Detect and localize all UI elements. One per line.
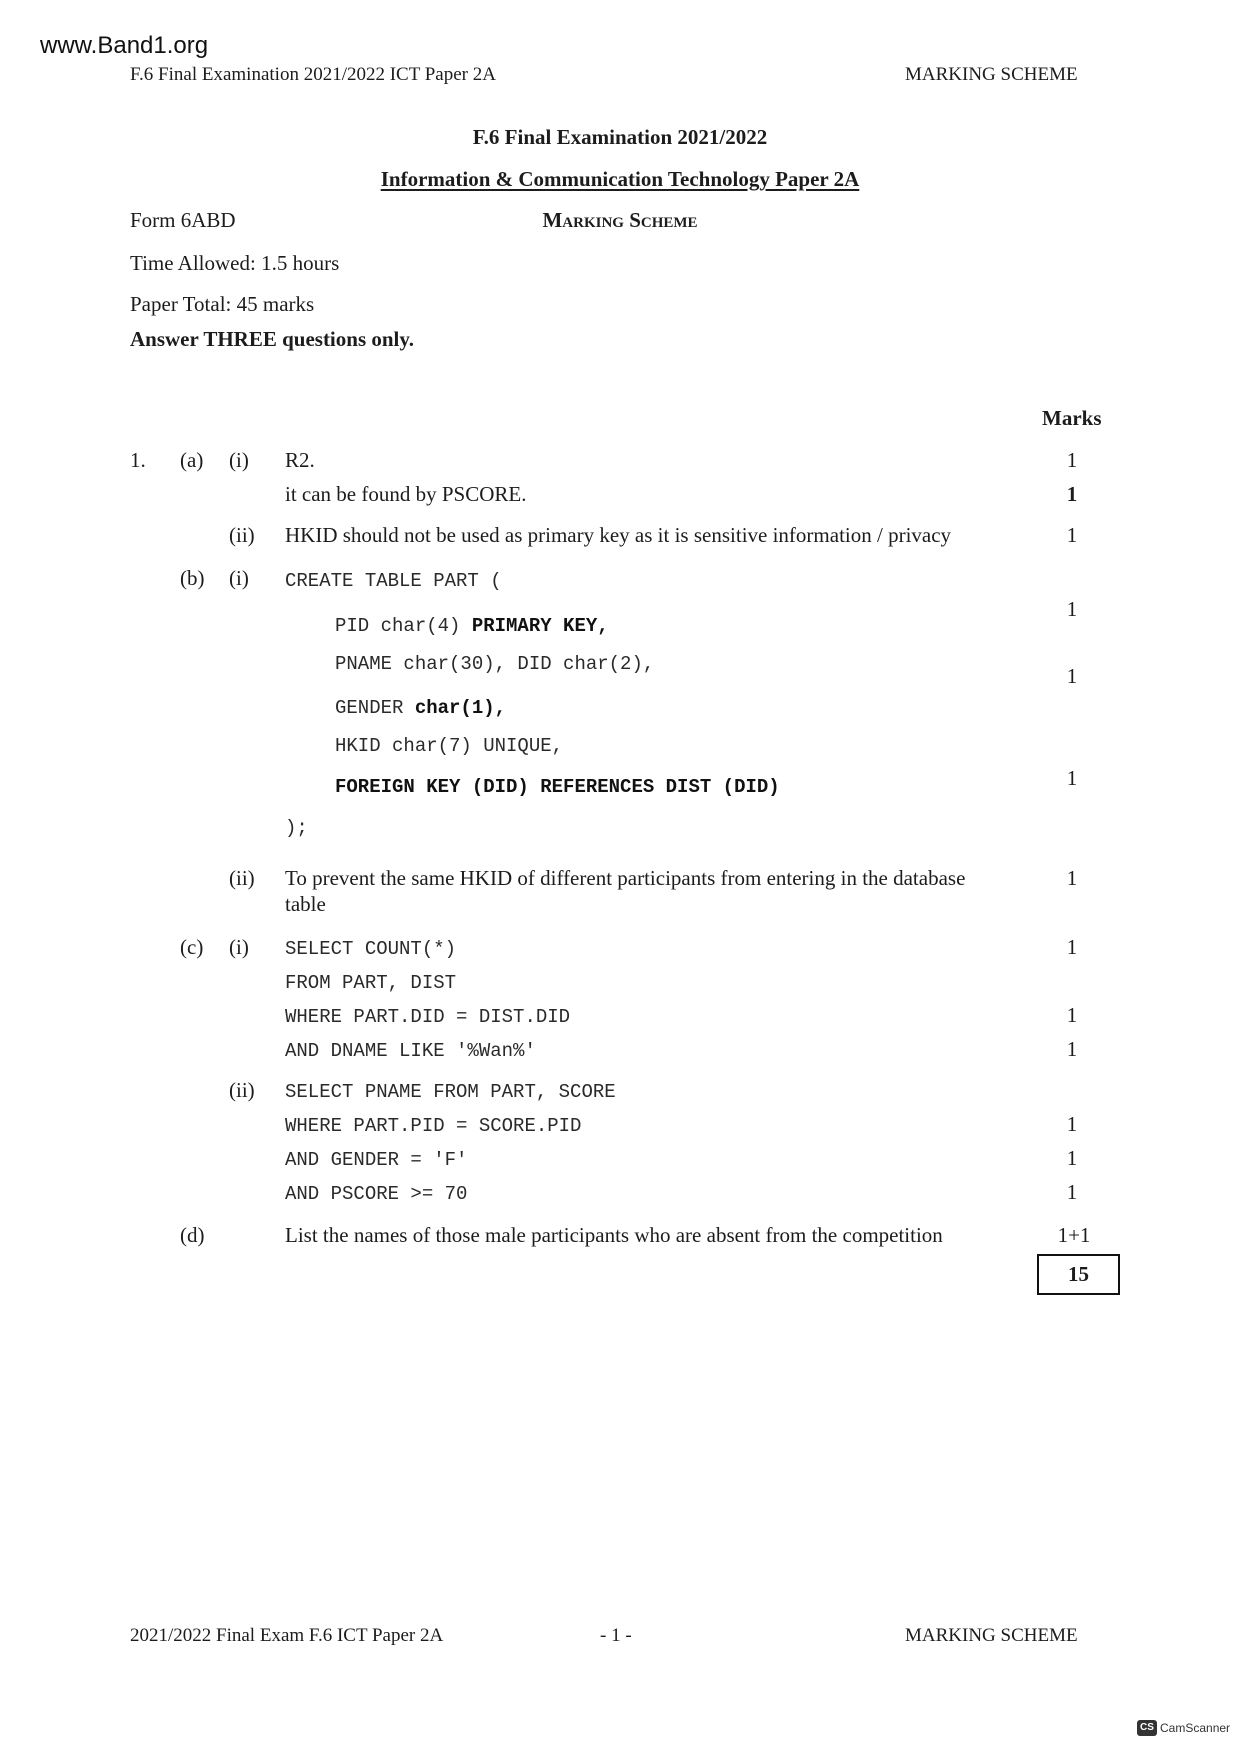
camscanner-watermark [1137,1720,1230,1736]
part-a-label: (a) [180,448,204,472]
sql-c-ii-line3: AND GENDER = 'F' [285,1149,468,1171]
sql-b-i-line6: FOREIGN KEY (DID) REFERENCES DIST (DID) [335,776,780,798]
marks-column-header: Marks [1042,406,1102,430]
mark-a-i-2: 1 [1066,482,1078,506]
answer-a-ii: HKID should not be used as primary key as it is sensitive information / privacy [285,523,952,547]
sql-c-i-line4: AND DNAME LIKE '%Wan%' [285,1040,536,1062]
part-c-ii-label: (ii) [229,1078,255,1102]
mark-b-ii: 1 [1066,866,1078,890]
answer-b-ii-line2: table [285,892,326,916]
paper-total: Paper Total: 45 marks [130,292,315,316]
marking-scheme-label: Marking Scheme [542,208,698,232]
sql-c-i-line3: WHERE PART.DID = DIST.DID [285,1006,571,1028]
part-a-i-label: (i) [229,448,249,472]
mark-c-i-4: 1 [1066,1037,1078,1061]
sql-b-i-line4-bold: char(1), [414,697,507,719]
part-b-i-label: (i) [229,566,249,590]
mark-d: 1+1 [1057,1223,1091,1247]
mark-c-ii-2: 1 [1066,1112,1078,1136]
part-c-i-label: (i) [229,935,249,959]
time-allowed: Time Allowed: 1.5 hours [130,251,340,275]
mark-c-i-1: 1 [1066,935,1078,959]
mark-a-ii: 1 [1066,523,1078,547]
sql-c-i-line1: SELECT COUNT(*) [285,938,457,960]
mark-b-i-1: 1 [1066,597,1078,621]
part-b-ii-label: (ii) [229,866,255,890]
sql-b-i-line1: CREATE TABLE PART ( [285,570,502,592]
sql-b-i-line7: ); [285,817,308,839]
camscanner-logo-icon: CS [1137,1720,1157,1736]
sql-b-i-line5: HKID char(7) UNIQUE, [335,735,564,757]
sql-c-ii-line1: SELECT PNAME FROM PART, SCORE [285,1081,616,1103]
instruction: Answer THREE questions only. [130,327,414,351]
part-d-label: (d) [180,1223,205,1247]
question-total-box: 15 [1037,1254,1120,1295]
mark-c-i-3: 1 [1066,1003,1078,1027]
mark-a-i-1: 1 [1066,448,1078,472]
answer-a-i-line1: R2. [285,448,315,472]
page-number: - 1 - [600,1625,632,1646]
sql-c-i-line2: FROM PART, DIST [285,972,457,994]
mark-c-ii-3: 1 [1066,1146,1078,1170]
mark-b-i-2: 1 [1066,664,1078,688]
running-header-left: F.6 Final Examination 2021/2022 ICT Paper 2A [130,64,496,85]
sql-b-i-line3: PNAME char(30), DID char(2), [335,653,655,675]
mark-b-i-3: 1 [1066,766,1078,790]
part-a-ii-label: (ii) [229,523,255,547]
form-label: Form 6ABD [130,208,236,232]
sql-b-i-line4-plain: GENDER [335,697,415,719]
sql-b-i-line2-bold: PRIMARY KEY, [471,615,609,637]
sql-b-i-line4 [335,694,506,719]
paper-subtitle: Information & Communication Technology Paper 2A [380,167,860,191]
running-header-right: MARKING SCHEME [905,64,1078,85]
watermark-url: www.Band1.org [40,32,209,59]
exam-title: F.6 Final Examination 2021/2022 [472,125,768,149]
sql-c-ii-line4: AND PSCORE >= 70 [285,1183,468,1205]
footer-left: 2021/2022 Final Exam F.6 ICT Paper 2A [130,1625,444,1646]
sql-b-i-line2-plain: PID char(4) [335,615,472,637]
footer-right: MARKING SCHEME [905,1625,1078,1646]
answer-b-ii-line1: To prevent the same HKID of different participants from entering in the database [285,866,966,890]
question-number: 1. [130,448,146,472]
sql-c-ii-line2: WHERE PART.PID = SCORE.PID [285,1115,582,1137]
sql-b-i-line2 [335,612,609,637]
answer-d: List the names of those male participants who are absent from the competition [285,1223,943,1247]
part-b-label: (b) [180,566,205,590]
answer-a-i-line2: it can be found by PSCORE. [285,482,527,506]
camscanner-text: CamScanner [1160,1721,1231,1735]
mark-c-ii-4: 1 [1066,1180,1078,1204]
part-c-label: (c) [180,935,204,959]
